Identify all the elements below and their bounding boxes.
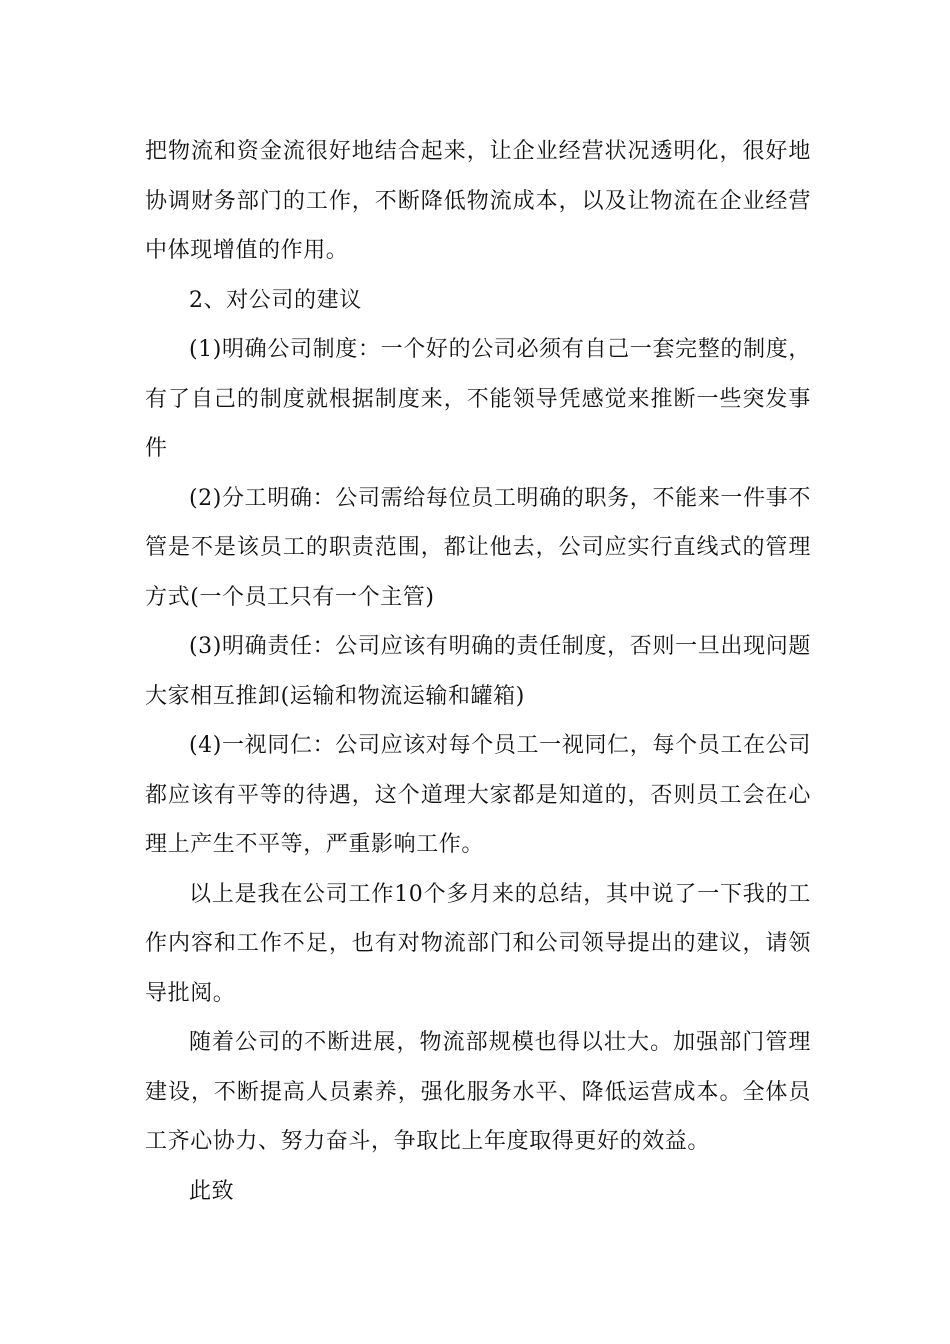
paragraph-outlook: 随着公司的不断进展，物流部规模也得以壮大。加强部门管理建设，不断提高人员素养，强化服务水平、降低运营成本。全体员工齐心协力、努力奋斗，争取比上年度取得更好的效益。 bbox=[145, 1030, 811, 1154]
paragraph-suggestion-2: (2)分工明确：公司需给每位员工明确的职务，不能来一件事不管是不是该员工的职责范围，都让他去，公司应实行直线式的管理方式(一个员工只有一个主管) bbox=[145, 485, 811, 610]
section-heading-suggestions: 2、对公司的建议 bbox=[189, 287, 362, 313]
paragraph-continuation: 把物流和资金流很好地结合起来，让企业经营状况透明化，很好地协调财务部门的工作，不断降低物流成本，以及让物流在企业经营中体现增值的作用。 bbox=[145, 139, 811, 263]
closing-salutation: 此致 bbox=[189, 1178, 235, 1204]
document-body bbox=[145, 127, 811, 1216]
paragraph-suggestion-1: (1)明确公司制度：一个好的公司必须有自己一套完整的制度，有了自己的制度就根据制度来，不能领导凭感觉来推断一些突发事件 bbox=[145, 337, 811, 461]
paragraph-suggestion-4: (4)一视同仁：公司应该对每个员工一视同仁，每个员工在公司都应该有平等的待遇，这个道理大家都是知道的，否则员工会在心理上产生不平等，严重影响工作。 bbox=[145, 733, 811, 857]
paragraph-summary: 以上是我在公司工作10个多月来的总结，其中说了一下我的工作内容和工作不足，也有对物流部门和公司领导提出的建议，请领导批阅。 bbox=[145, 881, 811, 1006]
paragraph-suggestion-3: (3)明确责任：公司应该有明确的责任制度，否则一旦出现问题大家相互推卸(运输和物流运输和罐箱) bbox=[145, 634, 811, 709]
